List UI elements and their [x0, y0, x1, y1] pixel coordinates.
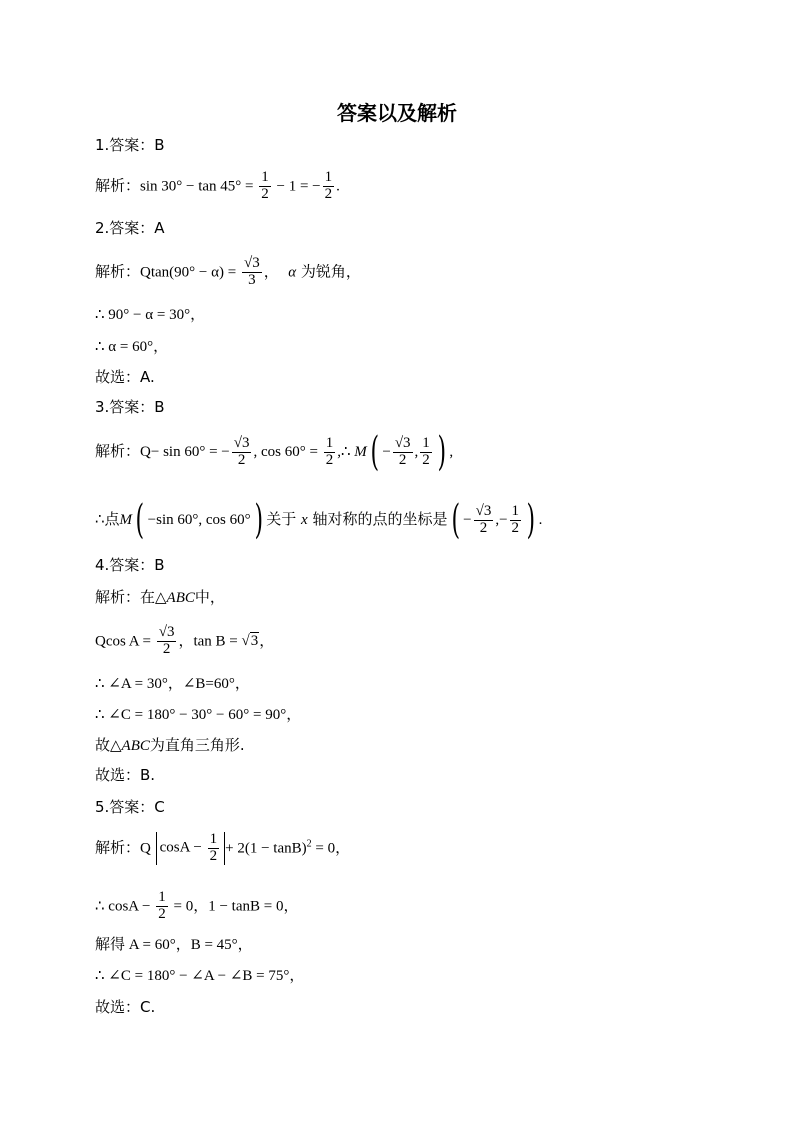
q2-choice: 故选：A. [95, 368, 155, 386]
fraction: $\frac{√3}{2}$ [475, 502, 492, 536]
q4-answer: 4.答案：B [95, 556, 165, 574]
q5-solution: 解析：Q cosA − $\frac{1}{2}$ + $2(1 - \tan B)^2 = 0$， [95, 831, 351, 864]
fraction: $\frac{1}{2}$ [261, 169, 269, 202]
q4-conclusion: 故△ABC为直角三角形. [95, 736, 245, 754]
fraction: $\frac{1}{2}$ [324, 169, 333, 202]
q2-step1: ∴ 90° − α = 30°， [95, 307, 206, 323]
fraction: $\frac{1}{2}$ [209, 831, 218, 864]
q4-step2: ∴ ∠C = 180° − 30° − 60° = 90°， [95, 707, 302, 723]
fraction: $\frac{1}{2}$ [325, 434, 334, 468]
fraction: $\frac{1}{2}$ [422, 434, 430, 468]
fraction: $\frac{√3}{2}$ [158, 624, 175, 657]
q1-solution: 解析：sin 30° − tan 45° = $\frac{1}{2}$ − 1 = − $\frac{1}{2}$ . [95, 169, 340, 202]
q2-step2: ∴ α = 60°， [95, 339, 169, 355]
q2-solution: 解析：Qtan(90° − α) = $\frac{√3}{3}$ ， α 为锐角， [95, 255, 361, 288]
q5-solve: 解得 A = 60°，B = 45°， [95, 937, 253, 953]
q5-answer: 5.答案：C [95, 798, 165, 816]
q3-solution: 解析：Q− sin 60° = − $\frac{√3}{2}$ , cos 60° = $\frac{1}{2}$ ,∴ M( − $\frac{√3}{2}$ , $\frac{1}{2}$ ) , [95, 429, 454, 475]
q3-conclusion: ∴点M( −sin 60°, cos 60°) 关于 x 轴对称的点的坐标是( − $\frac{√3}{2}$ ,− $\frac{1}{2}$ ) . [95, 497, 543, 543]
q1-answer: 1.答案：B [95, 136, 165, 154]
fraction: $\frac{1}{2}$ [511, 502, 520, 536]
q5-choice: 故选：C. [95, 998, 156, 1016]
fraction: $\frac{√3}{3}$ [243, 255, 260, 288]
q3-answer: 3.答案：B [95, 398, 165, 416]
q5-step2: ∴ ∠C = 180° − ∠A − ∠B = 75°， [95, 968, 305, 984]
fraction: $\frac{√3}{2}$ [394, 434, 411, 468]
fraction: $\frac{1}{2}$ [158, 889, 166, 922]
q2-answer: 2.答案：A [95, 219, 165, 237]
q4-intro: 解析：在△ABC中， [95, 588, 225, 606]
page-title: 答案以及解析 [337, 101, 457, 125]
q5-step1: ∴ cosA − $\frac{1}{2}$ = 0，1 − tanB = 0， [95, 889, 299, 922]
absolute-value: cosA − $\frac{1}{2}$ [156, 832, 225, 865]
q4-given: Qcos A = $\frac{√3}{2}$ ，tan B = √3， [95, 624, 275, 657]
fraction: $\frac{√3}{2}$ [233, 434, 250, 468]
q4-choice: 故选：B. [95, 766, 156, 784]
q4-step1: ∴ ∠A = 30°，∠B=60°， [95, 676, 250, 692]
